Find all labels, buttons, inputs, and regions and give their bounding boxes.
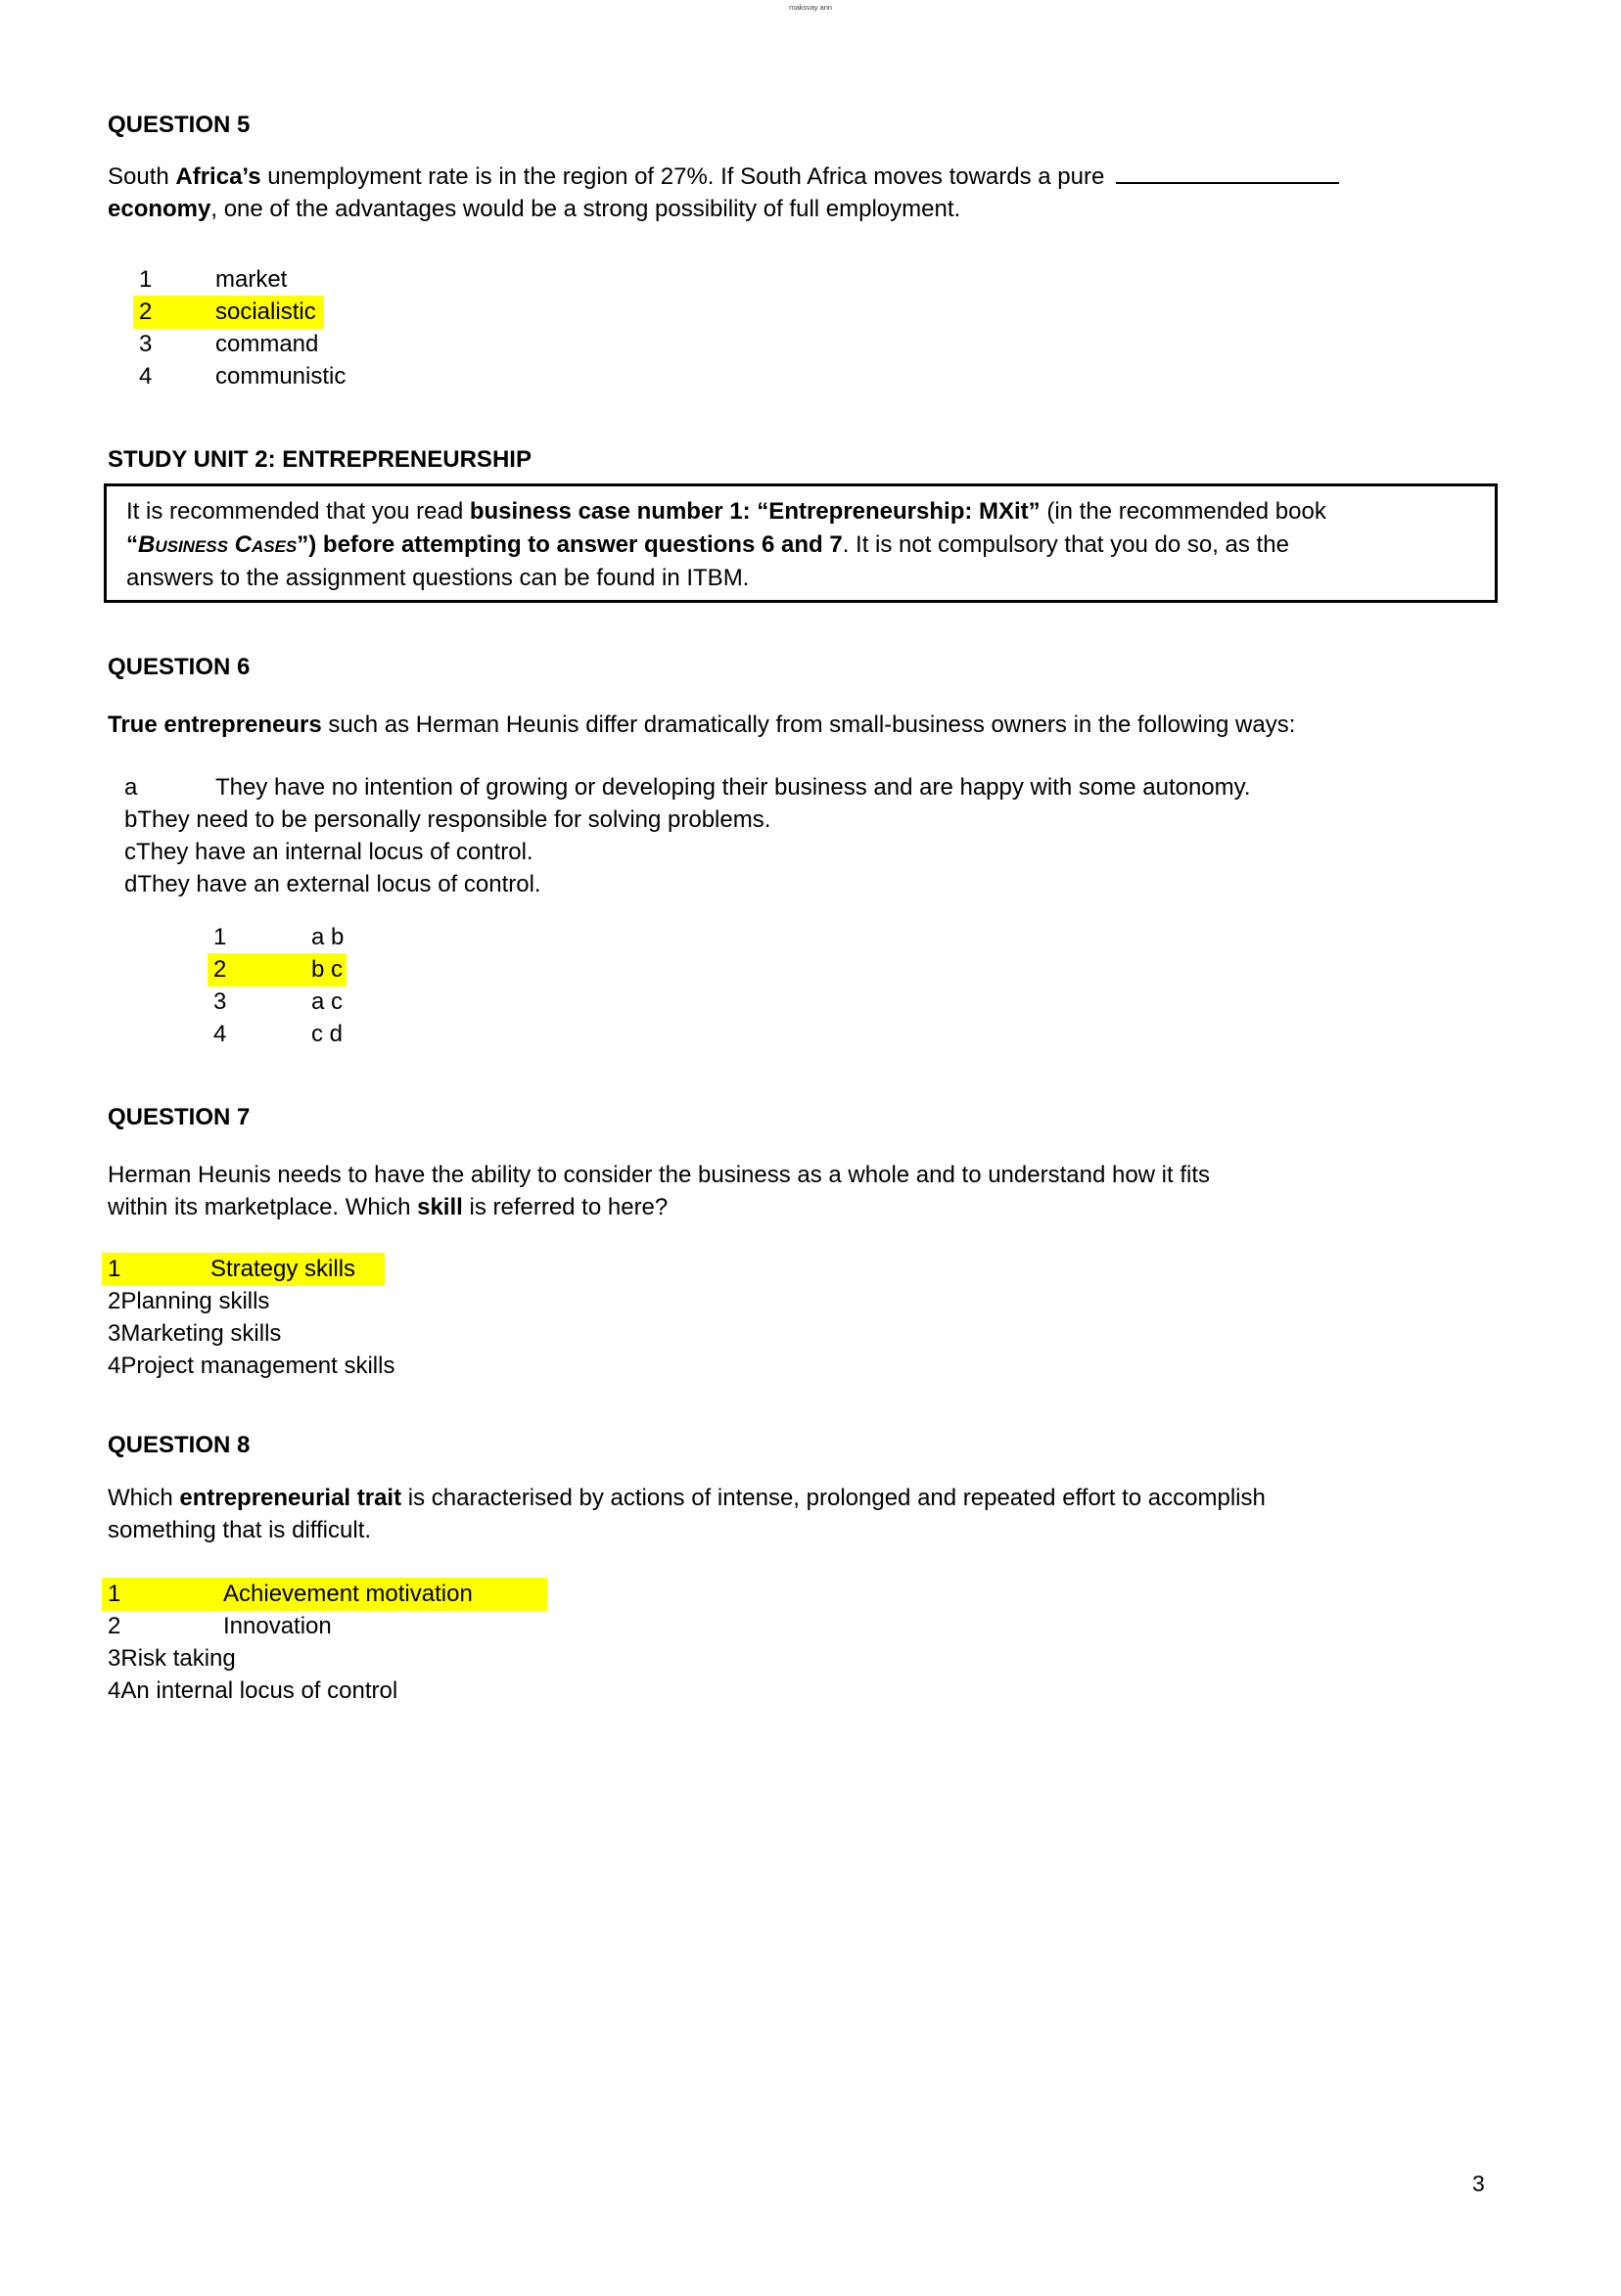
option-number: 2	[139, 298, 153, 325]
question-6-text	[108, 709, 1521, 741]
study-unit-2-heading: STUDY UNIT 2: ENTREPRENEURSHIP	[108, 445, 532, 473]
option-number: 3	[213, 988, 227, 1015]
option-number: 1	[139, 266, 153, 293]
question-7-text	[108, 1159, 1521, 1223]
text-line: Herman Heunis needs to have the ability to consider the business as a whole and to understand how it fits	[108, 1162, 1210, 1188]
option-label: Project management skills	[120, 1353, 395, 1379]
illegible-microtext: maksvay ann	[789, 3, 832, 12]
text-line: True entrepreneurs such as Herman Heunis differ dramatically from small-business owners in the following ways:	[108, 712, 1296, 738]
question-8-text	[108, 1482, 1521, 1546]
option-number: 4	[139, 363, 153, 390]
option-row	[213, 921, 347, 953]
text-line: answers to the assignment questions can be found in ITBM.	[126, 565, 750, 591]
option-row	[213, 953, 347, 986]
option-number: 1	[108, 1581, 121, 1607]
option-number: 3	[108, 1645, 121, 1672]
question-6-heading: QUESTION 6	[108, 653, 251, 680]
option-label: They have an internal locus of control.	[136, 839, 533, 865]
recommendation-note-box	[104, 483, 1498, 603]
option-label: They need to be personally responsible for solving problems.	[137, 806, 771, 833]
highlighted-answer	[133, 296, 324, 329]
option-number: 2	[108, 1288, 121, 1314]
option-label: socialistic	[215, 298, 316, 325]
option-label: Achievement motivation	[223, 1581, 473, 1607]
option-row	[139, 360, 346, 392]
option-label: market	[215, 266, 288, 293]
question-7-heading: QUESTION 7	[108, 1103, 251, 1130]
option-number: 2	[213, 956, 227, 983]
blank-underline	[1116, 161, 1339, 184]
option-row	[108, 1285, 394, 1317]
option-row	[124, 868, 1251, 900]
question-7-options	[108, 1253, 394, 1382]
option-label: communistic	[215, 363, 347, 390]
option-number: d	[124, 871, 138, 897]
option-row	[108, 1675, 547, 1707]
text-line: South Africa’s unemployment rate is in the region of 27%. If South Africa moves towards a pure	[108, 161, 1521, 193]
option-number: 3	[108, 1320, 121, 1347]
option-number: 4	[213, 1021, 227, 1047]
question-8-options	[108, 1578, 547, 1707]
option-number: a	[124, 774, 138, 801]
option-row	[108, 1253, 394, 1285]
option-label: b c	[311, 956, 344, 983]
option-row	[124, 836, 1251, 868]
option-row	[124, 771, 1251, 804]
option-number: b	[124, 806, 138, 833]
page-number: 3	[1472, 2171, 1485, 2196]
option-label: Strategy skills	[210, 1256, 356, 1282]
text-line: economy, one of the advantages would be a strong possibility of full employment.	[108, 196, 961, 222]
option-number: c	[124, 839, 136, 865]
option-row	[108, 1578, 547, 1610]
question-8-heading: QUESTION 8	[108, 1431, 251, 1458]
question-5-text	[108, 161, 1521, 225]
option-label: c d	[311, 1021, 344, 1047]
text-line: Which entrepreneurial trait is characterised by actions of intense, prolonged and repeated effort to accomplish	[108, 1485, 1266, 1511]
option-label: a b	[311, 924, 345, 950]
highlighted-answer	[102, 1253, 385, 1286]
option-label: Risk taking	[120, 1645, 236, 1672]
option-number: 3	[139, 331, 153, 357]
option-label: Planning skills	[120, 1288, 270, 1314]
option-row	[124, 804, 1251, 836]
option-row	[139, 328, 346, 360]
option-label: They have an external locus of control.	[137, 871, 541, 897]
option-row	[108, 1317, 394, 1350]
option-row	[213, 986, 347, 1018]
text-line: “Business Cases”) before attempting to answer questions 6 and 7. It is not compulsory that you do so, as the	[126, 531, 1289, 558]
option-label: a c	[311, 988, 344, 1015]
question-5-options	[139, 263, 346, 392]
question-6-options	[213, 921, 347, 1050]
text-line: It is recommended that you read business case number 1: “Entrepreneurship: MXit” (in the recommended book	[126, 498, 1326, 525]
highlighted-answer	[208, 953, 347, 987]
option-label: command	[215, 331, 319, 357]
option-row	[213, 1018, 347, 1050]
option-number: 1	[213, 924, 227, 950]
option-row	[139, 263, 346, 296]
option-row	[139, 296, 346, 328]
option-label: Marketing skills	[120, 1320, 282, 1347]
option-number: 1	[108, 1256, 121, 1282]
option-label: Innovation	[223, 1613, 332, 1639]
option-row	[108, 1350, 394, 1382]
option-row	[108, 1642, 547, 1675]
text-line: within its marketplace. Which skill is referred to here?	[108, 1194, 669, 1220]
option-number: 2	[108, 1613, 121, 1639]
option-number: 4	[108, 1353, 121, 1379]
option-label: An internal locus of control	[120, 1677, 398, 1704]
text-line: something that is difficult.	[108, 1517, 372, 1543]
question-5-heading: QUESTION 5	[108, 111, 251, 138]
question-6-statements	[124, 771, 1251, 900]
option-row	[108, 1610, 547, 1642]
option-label: They have no intention of growing or developing their business and are happy with some autonomy.	[215, 774, 1251, 801]
option-number: 4	[108, 1677, 121, 1704]
highlighted-answer	[102, 1578, 547, 1611]
